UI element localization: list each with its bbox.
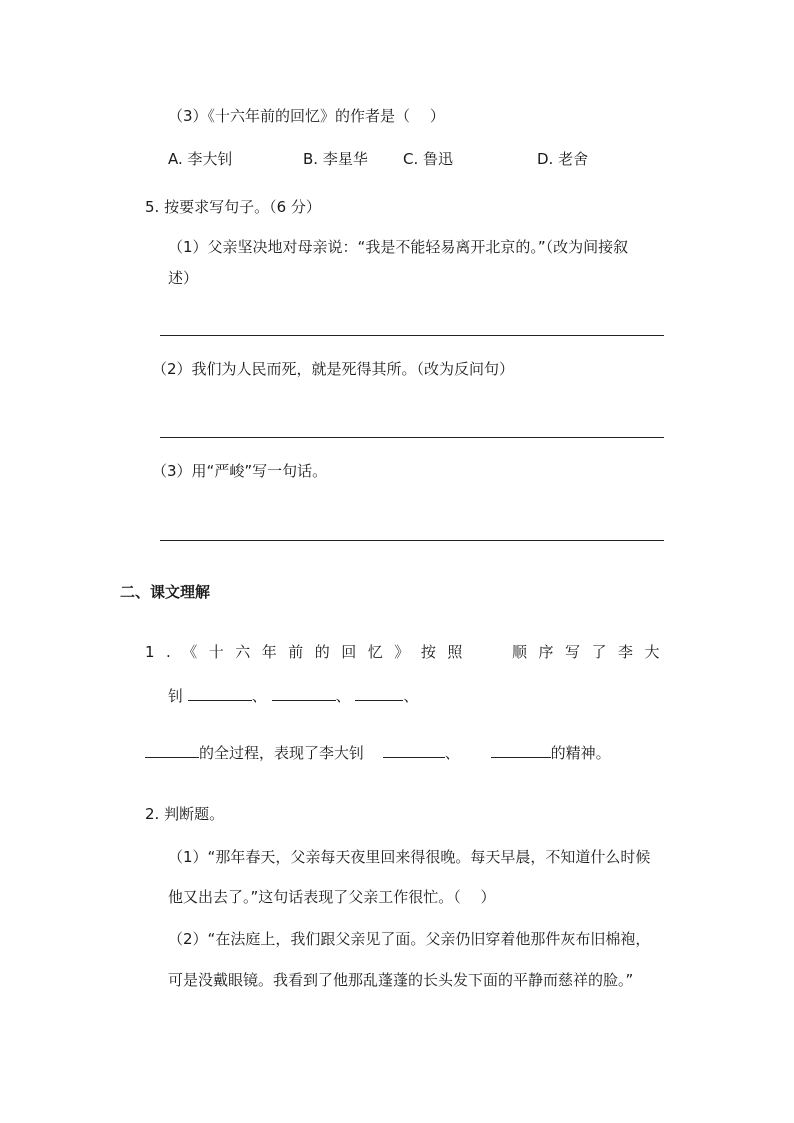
s2-q1-line1-b: 顺序写了李大 [512, 643, 672, 661]
sep-1: 、 [251, 687, 267, 705]
blank-3[interactable] [355, 686, 403, 701]
s2-q2-title: 2. 判断题。 [145, 805, 225, 823]
sep-2: 、 [335, 687, 351, 705]
q3-option-b: B. 李星华 [303, 150, 368, 168]
s2-q1-line3 [145, 743, 611, 763]
blank-4[interactable] [145, 743, 199, 758]
blank-6[interactable] [491, 743, 551, 758]
blank-1[interactable] [188, 686, 252, 701]
q3-option-a: A. 李大钊 [168, 150, 233, 168]
q3-stem: （3）《十六年前的回忆》的作者是（ ） [168, 107, 445, 125]
s2-q1-line3-end: 的精神。 [550, 744, 611, 762]
s2-q2-s2-line2: 可是没戴眼镜。我看到了他那乱蓬蓬的长头发下面的平静而慈祥的脸。” [168, 971, 634, 989]
s2-q1-line2 [168, 686, 418, 706]
sep-3: 、 [403, 687, 419, 705]
answer-line-1[interactable] [160, 335, 664, 336]
q5-title: 5. 按要求写句子。（6 分） [145, 198, 321, 216]
q3-option-c: C. 鲁迅 [403, 150, 454, 168]
blank-5[interactable] [383, 743, 445, 758]
answer-line-2[interactable] [160, 437, 664, 438]
s2-q2-s2-line1: （2）“在法庭上，我们跟父亲见了面。父亲仍旧穿着他那件灰布旧棉袍， [168, 930, 651, 948]
s2-q2-s1-line1: （1）“那年春天，父亲每天夜里回来得很晚。每天早晨，不知道什么时候 [168, 848, 651, 866]
s2-q1-line3-mid: 的全过程，表现了李大钊 [199, 744, 365, 762]
q3-option-d: D. 老舍 [537, 150, 589, 168]
s2-q1-line1-a: 1.《十六年前的回忆》按照 [145, 643, 474, 661]
s2-q1-line3-sep: 、 [444, 744, 460, 762]
answer-line-3[interactable] [160, 540, 664, 541]
q5-s1-line2: 述） [168, 269, 199, 287]
s2-q2-s1-line2: 他又出去了。”这句话表现了父亲工作很忙。（ ） [168, 888, 496, 906]
section-title: 二、课文理解 [120, 583, 211, 601]
q5-s2: （2）我们为人民而死，就是死得其所。（改为反问句） [152, 360, 515, 378]
q5-s3: （3）用“严峻”写一句话。 [152, 462, 328, 480]
q5-s1-line1: （1）父亲坚决地对母亲说：“我是不能轻易离开北京的。”（改为间接叙 [168, 238, 629, 256]
blank-2[interactable] [272, 686, 336, 701]
s2-q1-line2-prefix: 钊 [168, 687, 184, 705]
